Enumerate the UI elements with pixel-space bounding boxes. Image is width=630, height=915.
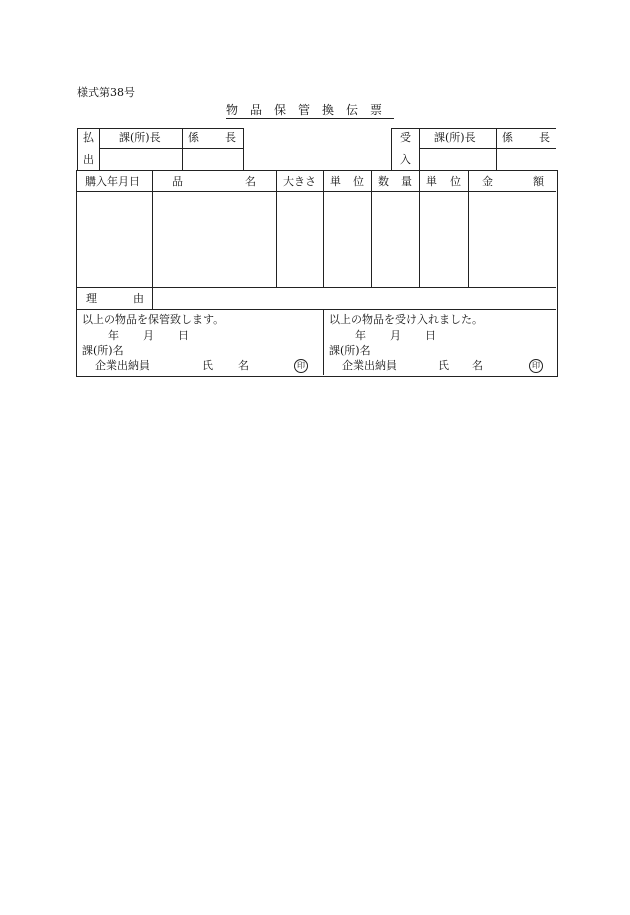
left-header-top-line	[77, 128, 243, 129]
right-subsection-chief-1: 係	[502, 131, 513, 144]
col-unit-price	[426, 175, 461, 188]
col-item-name	[172, 175, 256, 188]
col-sep-6	[468, 170, 469, 287]
left-section-chief-label: 課(所)長	[119, 131, 161, 144]
reason-label-1: 理	[86, 292, 97, 305]
col-unit-2: 位	[353, 175, 364, 188]
col-item-name-1: 品	[172, 175, 183, 188]
right-header-line-c	[496, 128, 497, 170]
col-amount-1: 金	[482, 175, 493, 188]
table-header-line	[77, 191, 556, 192]
right-date-day: 日	[425, 329, 436, 342]
pay-out-label-2: 出	[83, 153, 94, 166]
right-date-month: 月	[390, 329, 401, 342]
left-date-month: 月	[143, 329, 154, 342]
col-sep-2	[276, 170, 277, 287]
table-body-bottom-line	[77, 287, 556, 288]
left-name-label-2: 名	[238, 359, 249, 372]
right-subsection-chief-2: 長	[539, 131, 550, 144]
col-sep-4	[371, 170, 372, 287]
items-table	[76, 170, 558, 377]
left-header-line-a	[77, 128, 78, 170]
left-header-mid-line	[99, 148, 243, 149]
left-header-line-d	[243, 128, 244, 170]
left-statement: 以上の物品を保管致します。	[82, 313, 225, 326]
bottom-split	[323, 309, 324, 375]
form-number: 様式第38号	[77, 86, 135, 99]
col-amount-2: 額	[533, 175, 544, 188]
right-statement: 以上の物品を受け入れました。	[329, 313, 483, 326]
reason-label-2: 由	[133, 292, 144, 305]
reason-label	[86, 292, 144, 305]
col-quantity	[378, 175, 412, 188]
right-seal-icon: 印	[529, 359, 543, 373]
col-sep-3	[323, 170, 324, 287]
left-clerk-label: 企業出納員	[95, 359, 150, 372]
right-header-line-b	[419, 128, 420, 170]
col-size: 大きさ	[283, 175, 316, 188]
col-unit-price-2: 位	[450, 175, 461, 188]
right-name-label-1: 氏	[438, 359, 449, 372]
receive-label-1: 受	[400, 131, 411, 144]
left-dept-label: 課(所)名	[82, 344, 124, 357]
left-name-label-1: 氏	[202, 359, 213, 372]
left-header-line-c	[182, 128, 183, 170]
col-quantity-2: 量	[401, 175, 412, 188]
right-header-mid-line	[419, 148, 556, 149]
left-date-day: 日	[178, 329, 189, 342]
right-section-chief-label: 課(所)長	[434, 131, 476, 144]
right-dept-label: 課(所)名	[329, 344, 371, 357]
receive-label-2: 入	[400, 153, 411, 166]
col-item-name-2: 名	[245, 175, 256, 188]
form-title: 物品保管換伝票	[226, 103, 395, 117]
col-unit	[330, 175, 364, 188]
right-clerk-label: 企業出納員	[342, 359, 397, 372]
col-quantity-1: 数	[378, 175, 389, 188]
col-sep-5	[419, 170, 420, 287]
col-amount	[482, 175, 544, 188]
left-header-line-b	[99, 128, 100, 170]
left-date-year: 年	[108, 329, 119, 342]
left-seal-icon: 印	[294, 359, 308, 373]
col-purchase-date: 購入年月日	[85, 175, 140, 188]
reason-bottom-line	[77, 309, 556, 310]
left-subsection-chief-1: 係	[188, 131, 199, 144]
col-sep-1	[152, 170, 153, 309]
pay-out-label-1: 払	[83, 131, 94, 144]
right-date-year: 年	[355, 329, 366, 342]
left-subsection-chief-2: 長	[225, 131, 236, 144]
left-subsection-chief-label	[188, 131, 236, 144]
right-name-label-2: 名	[472, 359, 483, 372]
col-unit-price-1: 単	[426, 175, 437, 188]
col-unit-1: 単	[330, 175, 341, 188]
right-header-top-line	[391, 128, 556, 129]
right-subsection-chief-label	[502, 131, 550, 144]
right-header-line-a	[391, 128, 392, 170]
